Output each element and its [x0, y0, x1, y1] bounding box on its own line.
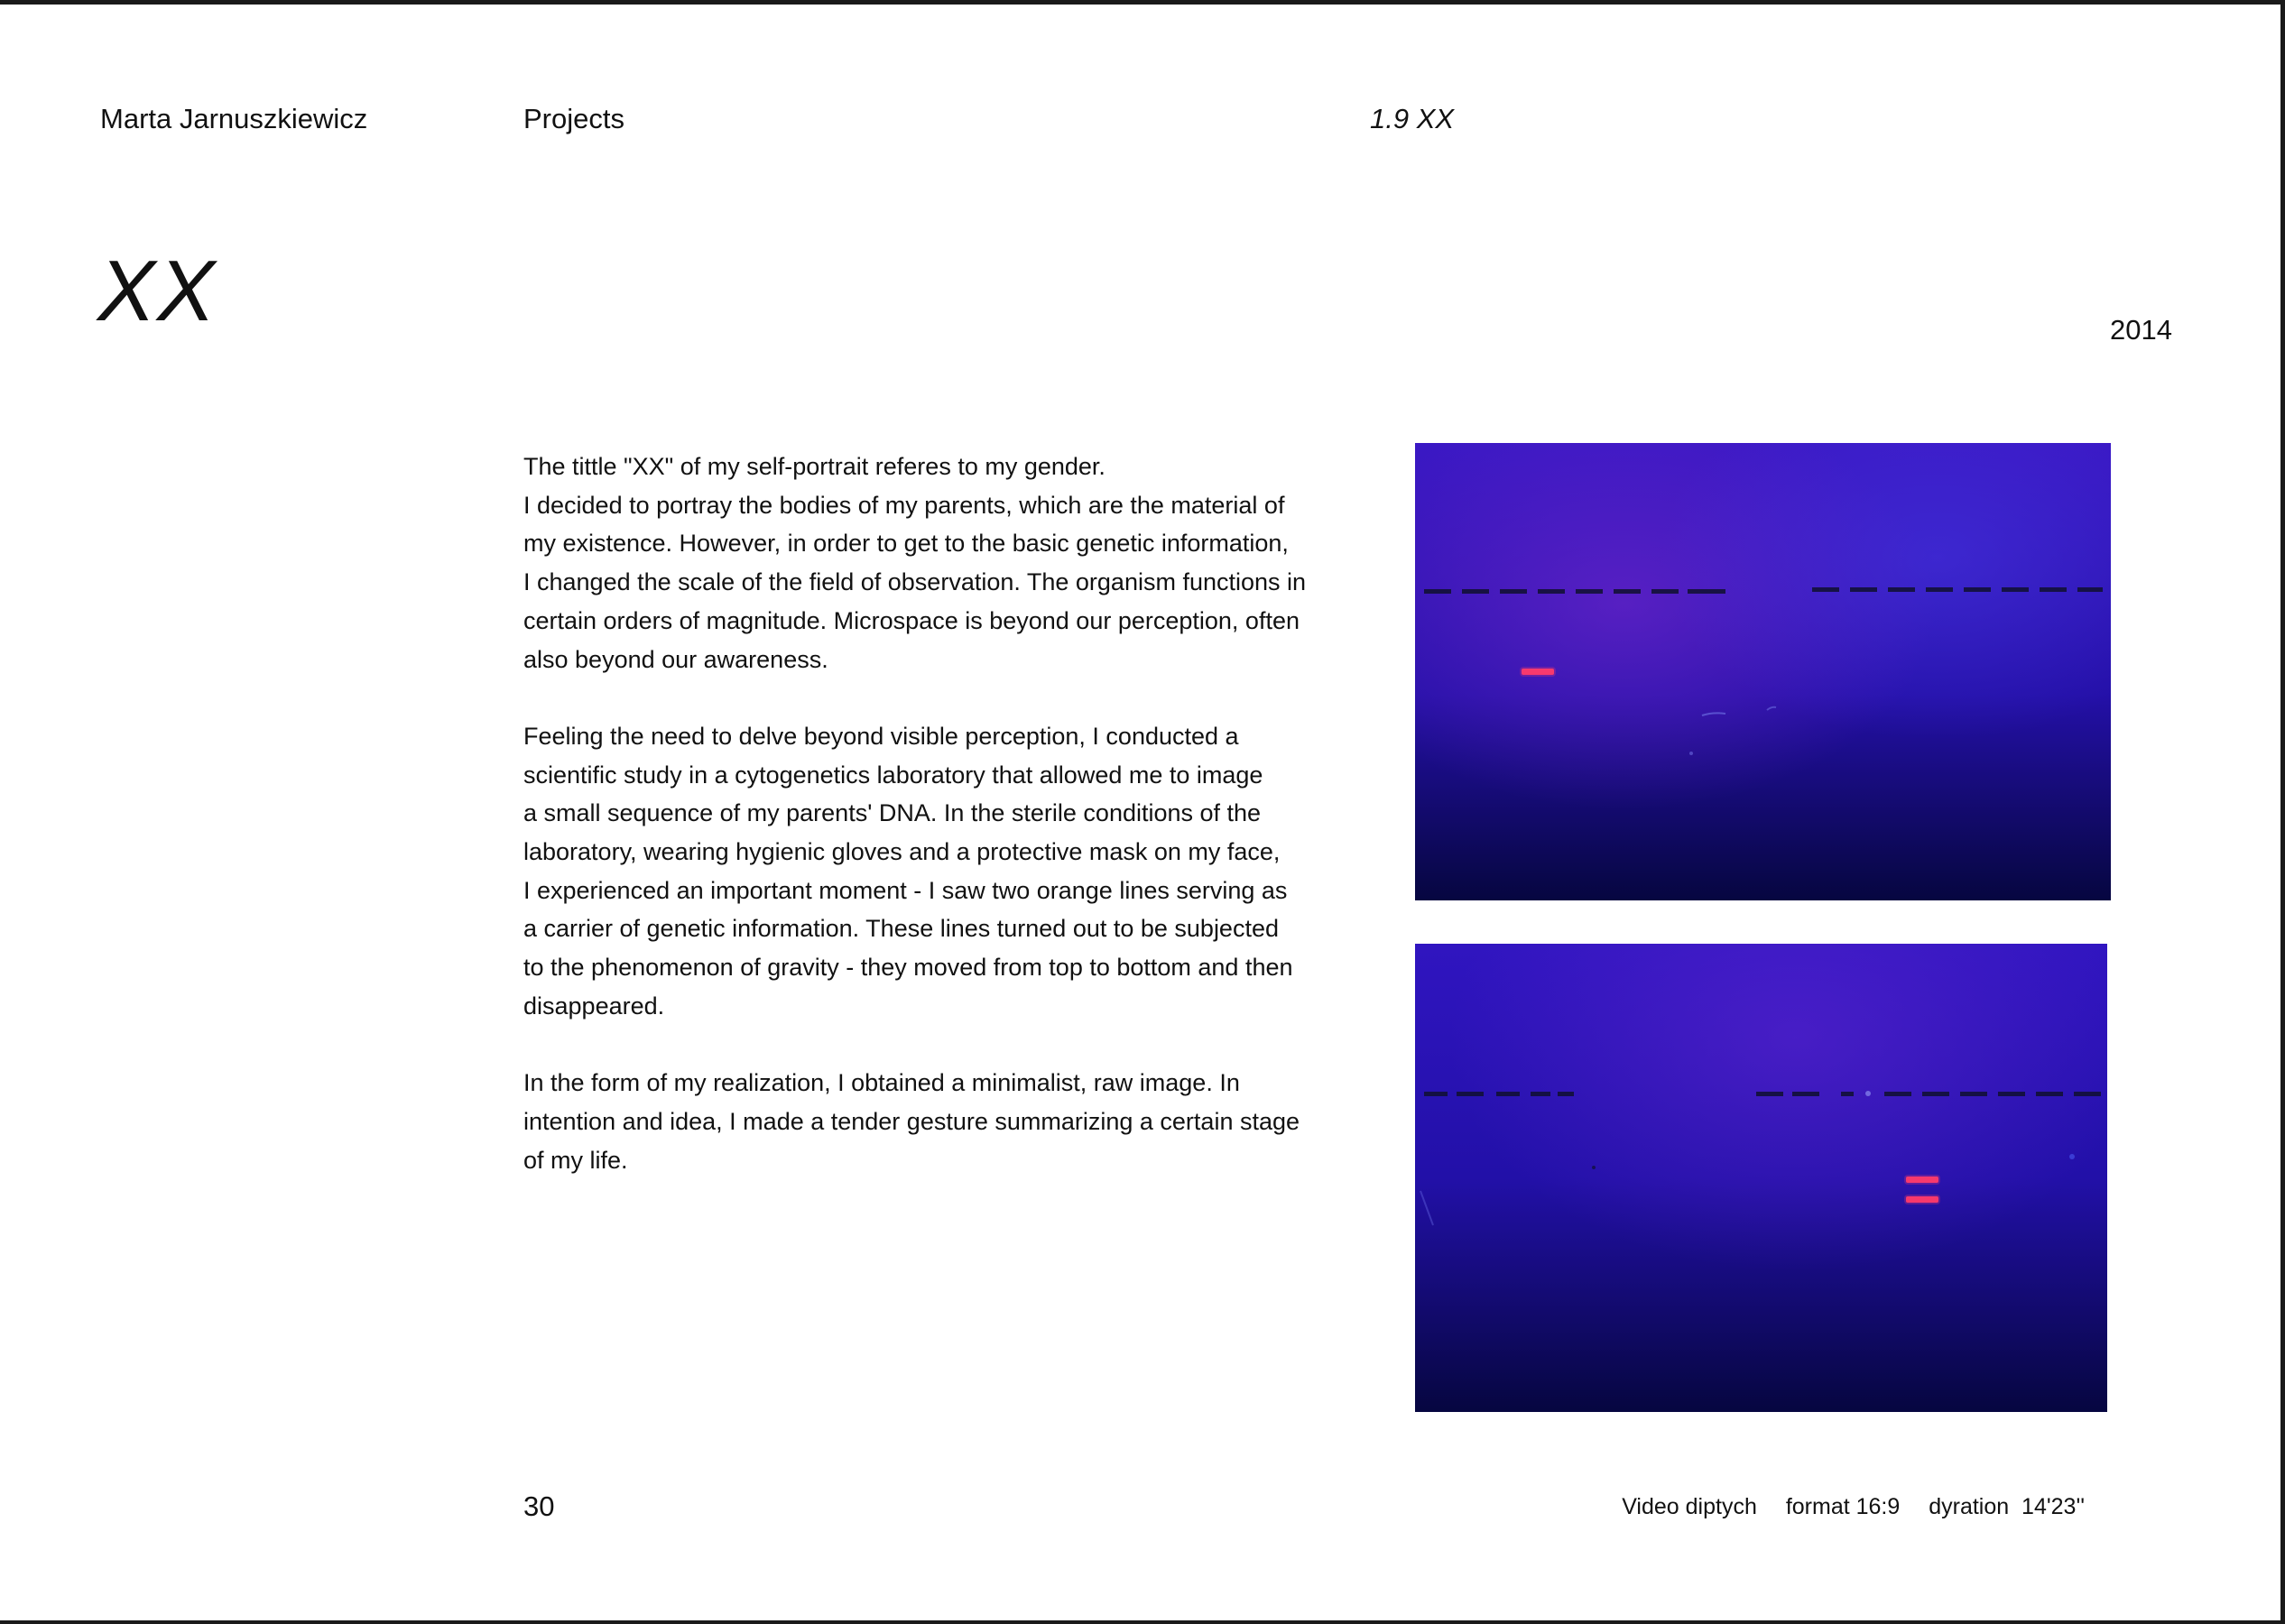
description-paragraph: The tittle "XX" of my self-portrait referes to my gender. I decided to portray the bodies of my parents, which are the material of my existence. However, in order to get to the basic genetic information, I changed the scale of the field of observation. The organism functions in certain orders of magnitude. Microspace is beyond our perception, often also beyond our awareness.: [523, 453, 1307, 673]
project-title: XX: [97, 243, 217, 339]
video-format: format 16:9: [1785, 1494, 1901, 1519]
author-name[interactable]: Marta Jarnuszkiewicz: [100, 103, 368, 134]
video-medium: Video diptych: [1622, 1494, 1757, 1519]
video-duration: dyration 14'23'': [1929, 1494, 2085, 1519]
page-frame-bottom: [0, 1620, 2285, 1624]
project-description: [523, 448, 1336, 1218]
project-breadcrumb: 1.9 XX: [1370, 103, 1455, 134]
video-still-top: [1415, 443, 2111, 900]
page-frame-right: [2280, 0, 2285, 1624]
description-paragraph: In the form of my realization, I obtained a minimalist, raw image. In intention and idea, I made a tender gesture summarizing a certain stage of my life.: [523, 1069, 1300, 1174]
video-meta: [1622, 1490, 2085, 1524]
page-frame-top: [0, 0, 2285, 5]
page-number: 30: [523, 1490, 555, 1522]
projects-link[interactable]: Projects: [523, 103, 624, 134]
description-paragraph: Feeling the need to delve beyond visible perception, I conducted a scientific study in a cytogenetics laboratory that allowed me to image a small sequence of my parents' DNA. In the sterile conditions of the laboratory, wearing hygienic gloves and a protective mask on my face, I experienced an important moment - I saw two orange lines serving as a carrier of genetic information. These lines turned out to be subjected to the phenomenon of gravity - they moved from top to bottom and then disappeared.: [523, 722, 1293, 1020]
video-still-bottom: [1415, 944, 2107, 1412]
project-year: 2014: [2110, 314, 2172, 346]
